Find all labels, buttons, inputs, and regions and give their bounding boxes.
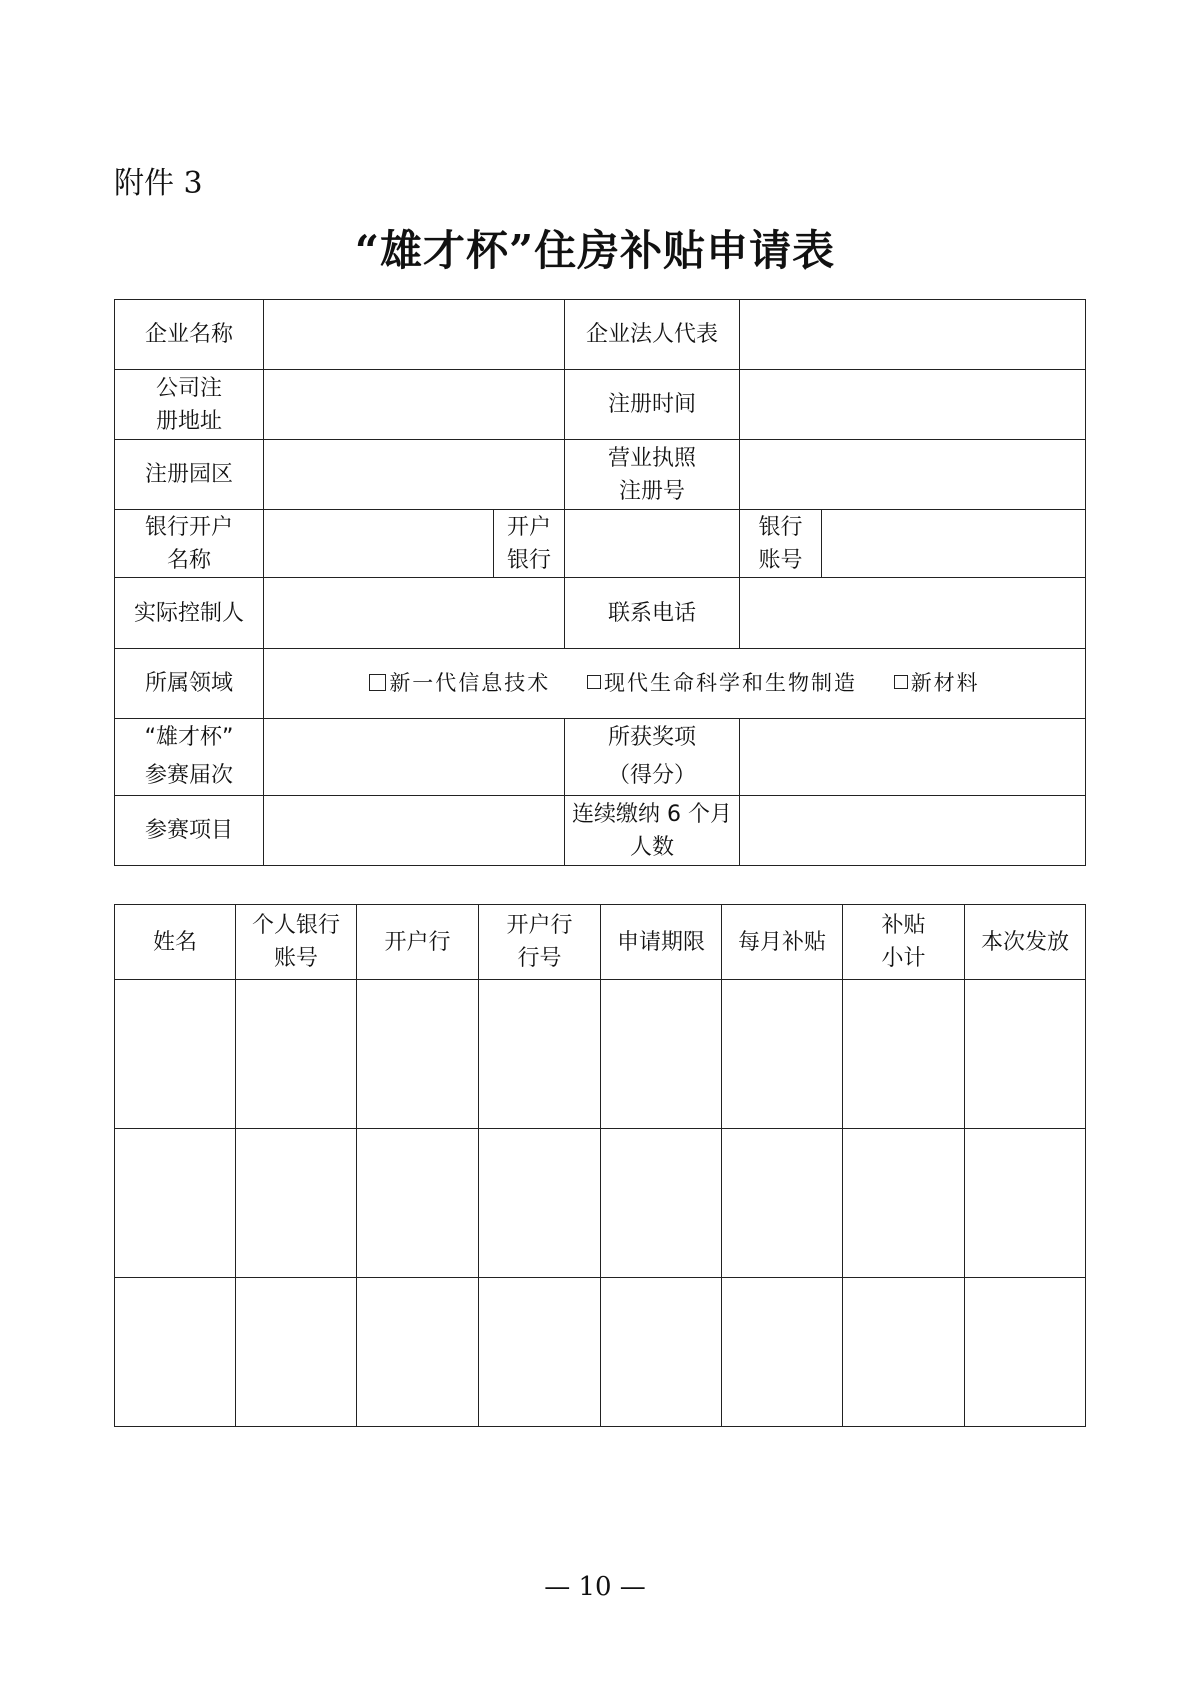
domain-option-materials[interactable]: 新材料: [894, 671, 980, 695]
cell[interactable]: [236, 980, 357, 1129]
checkbox-icon[interactable]: [894, 675, 908, 689]
label-company-name: 企业名称: [115, 300, 264, 370]
input-phone[interactable]: [740, 578, 1086, 649]
form-title: “雄才杯”住房补贴申请表: [354, 226, 836, 275]
input-reg-park[interactable]: [264, 440, 565, 510]
header-bank-code: 开户行 行号: [479, 905, 601, 980]
label-reg-time: 注册时间: [565, 370, 740, 440]
header-subtotal: 补贴 小计: [843, 905, 965, 980]
cell[interactable]: [722, 1129, 843, 1278]
label-reg-address: 公司注 册地址: [115, 370, 264, 440]
input-reg-time[interactable]: [740, 370, 1086, 440]
label-domain: 所属领域: [115, 649, 264, 719]
label-bank-account: 银行 账号: [740, 510, 822, 578]
cell[interactable]: [479, 980, 601, 1129]
input-staff-count[interactable]: [740, 796, 1086, 866]
input-company-name[interactable]: [264, 300, 565, 370]
cell[interactable]: [601, 980, 722, 1129]
domain-option-it[interactable]: 新一代信息技术: [369, 671, 550, 695]
input-legal-rep[interactable]: [740, 300, 1086, 370]
label-license-no: 营业执照 注册号: [565, 440, 740, 510]
table-row: [115, 980, 1086, 1129]
cell[interactable]: [722, 980, 843, 1129]
checkbox-icon[interactable]: [369, 674, 386, 691]
header-period: 申请期限: [601, 905, 722, 980]
cell[interactable]: [722, 1278, 843, 1427]
subsidy-detail-table: [114, 904, 1086, 1427]
cell[interactable]: [357, 1129, 479, 1278]
input-bank-account-name[interactable]: [264, 510, 494, 578]
domain-options: [264, 649, 1086, 719]
page-number: — 10 —: [544, 1572, 646, 1602]
cell[interactable]: [115, 1278, 236, 1427]
input-bank[interactable]: [565, 510, 740, 578]
label-bank-account-name: 银行开户 名称: [115, 510, 264, 578]
cell[interactable]: [601, 1278, 722, 1427]
cell[interactable]: [357, 980, 479, 1129]
label-phone: 联系电话: [565, 578, 740, 649]
cell[interactable]: [965, 1129, 1086, 1278]
company-info-table: [114, 299, 1086, 866]
domain-option-bio[interactable]: 现代生命科学和生物制造: [587, 671, 857, 695]
attachment-label: 附件 3: [114, 166, 203, 201]
cell[interactable]: [115, 980, 236, 1129]
cell[interactable]: [843, 980, 965, 1129]
label-reg-park: 注册园区: [115, 440, 264, 510]
cell[interactable]: [236, 1129, 357, 1278]
header-personal-account: 个人银行 账号: [236, 905, 357, 980]
cell[interactable]: [115, 1129, 236, 1278]
cell[interactable]: [601, 1129, 722, 1278]
header-bank: 开户行: [357, 905, 479, 980]
input-edition[interactable]: [264, 719, 565, 796]
table-row: [115, 1278, 1086, 1427]
checkbox-icon[interactable]: [587, 675, 601, 689]
label-legal-rep: 企业法人代表: [565, 300, 740, 370]
cell[interactable]: [479, 1278, 601, 1427]
cell[interactable]: [479, 1129, 601, 1278]
cell[interactable]: [843, 1278, 965, 1427]
header-disbursement: 本次发放: [965, 905, 1086, 980]
cell[interactable]: [357, 1278, 479, 1427]
header-name: 姓名: [115, 905, 236, 980]
label-controller: 实际控制人: [115, 578, 264, 649]
input-controller[interactable]: [264, 578, 565, 649]
cell[interactable]: [965, 980, 1086, 1129]
cell[interactable]: [236, 1278, 357, 1427]
cell[interactable]: [965, 1278, 1086, 1427]
label-staff-count: 连续缴纳 6 个月 人数: [565, 796, 740, 866]
label-edition: “雄才杯” 参赛届次: [115, 719, 264, 796]
label-award: 所获奖项 （得分）: [565, 719, 740, 796]
input-bank-account[interactable]: [822, 510, 1086, 578]
input-reg-address[interactable]: [264, 370, 565, 440]
input-project[interactable]: [264, 796, 565, 866]
label-project: 参赛项目: [115, 796, 264, 866]
input-license-no[interactable]: [740, 440, 1086, 510]
header-monthly-subsidy: 每月补贴: [722, 905, 843, 980]
table-row: [115, 1129, 1086, 1278]
cell[interactable]: [843, 1129, 965, 1278]
input-award[interactable]: [740, 719, 1086, 796]
label-bank: 开户 银行: [494, 510, 565, 578]
